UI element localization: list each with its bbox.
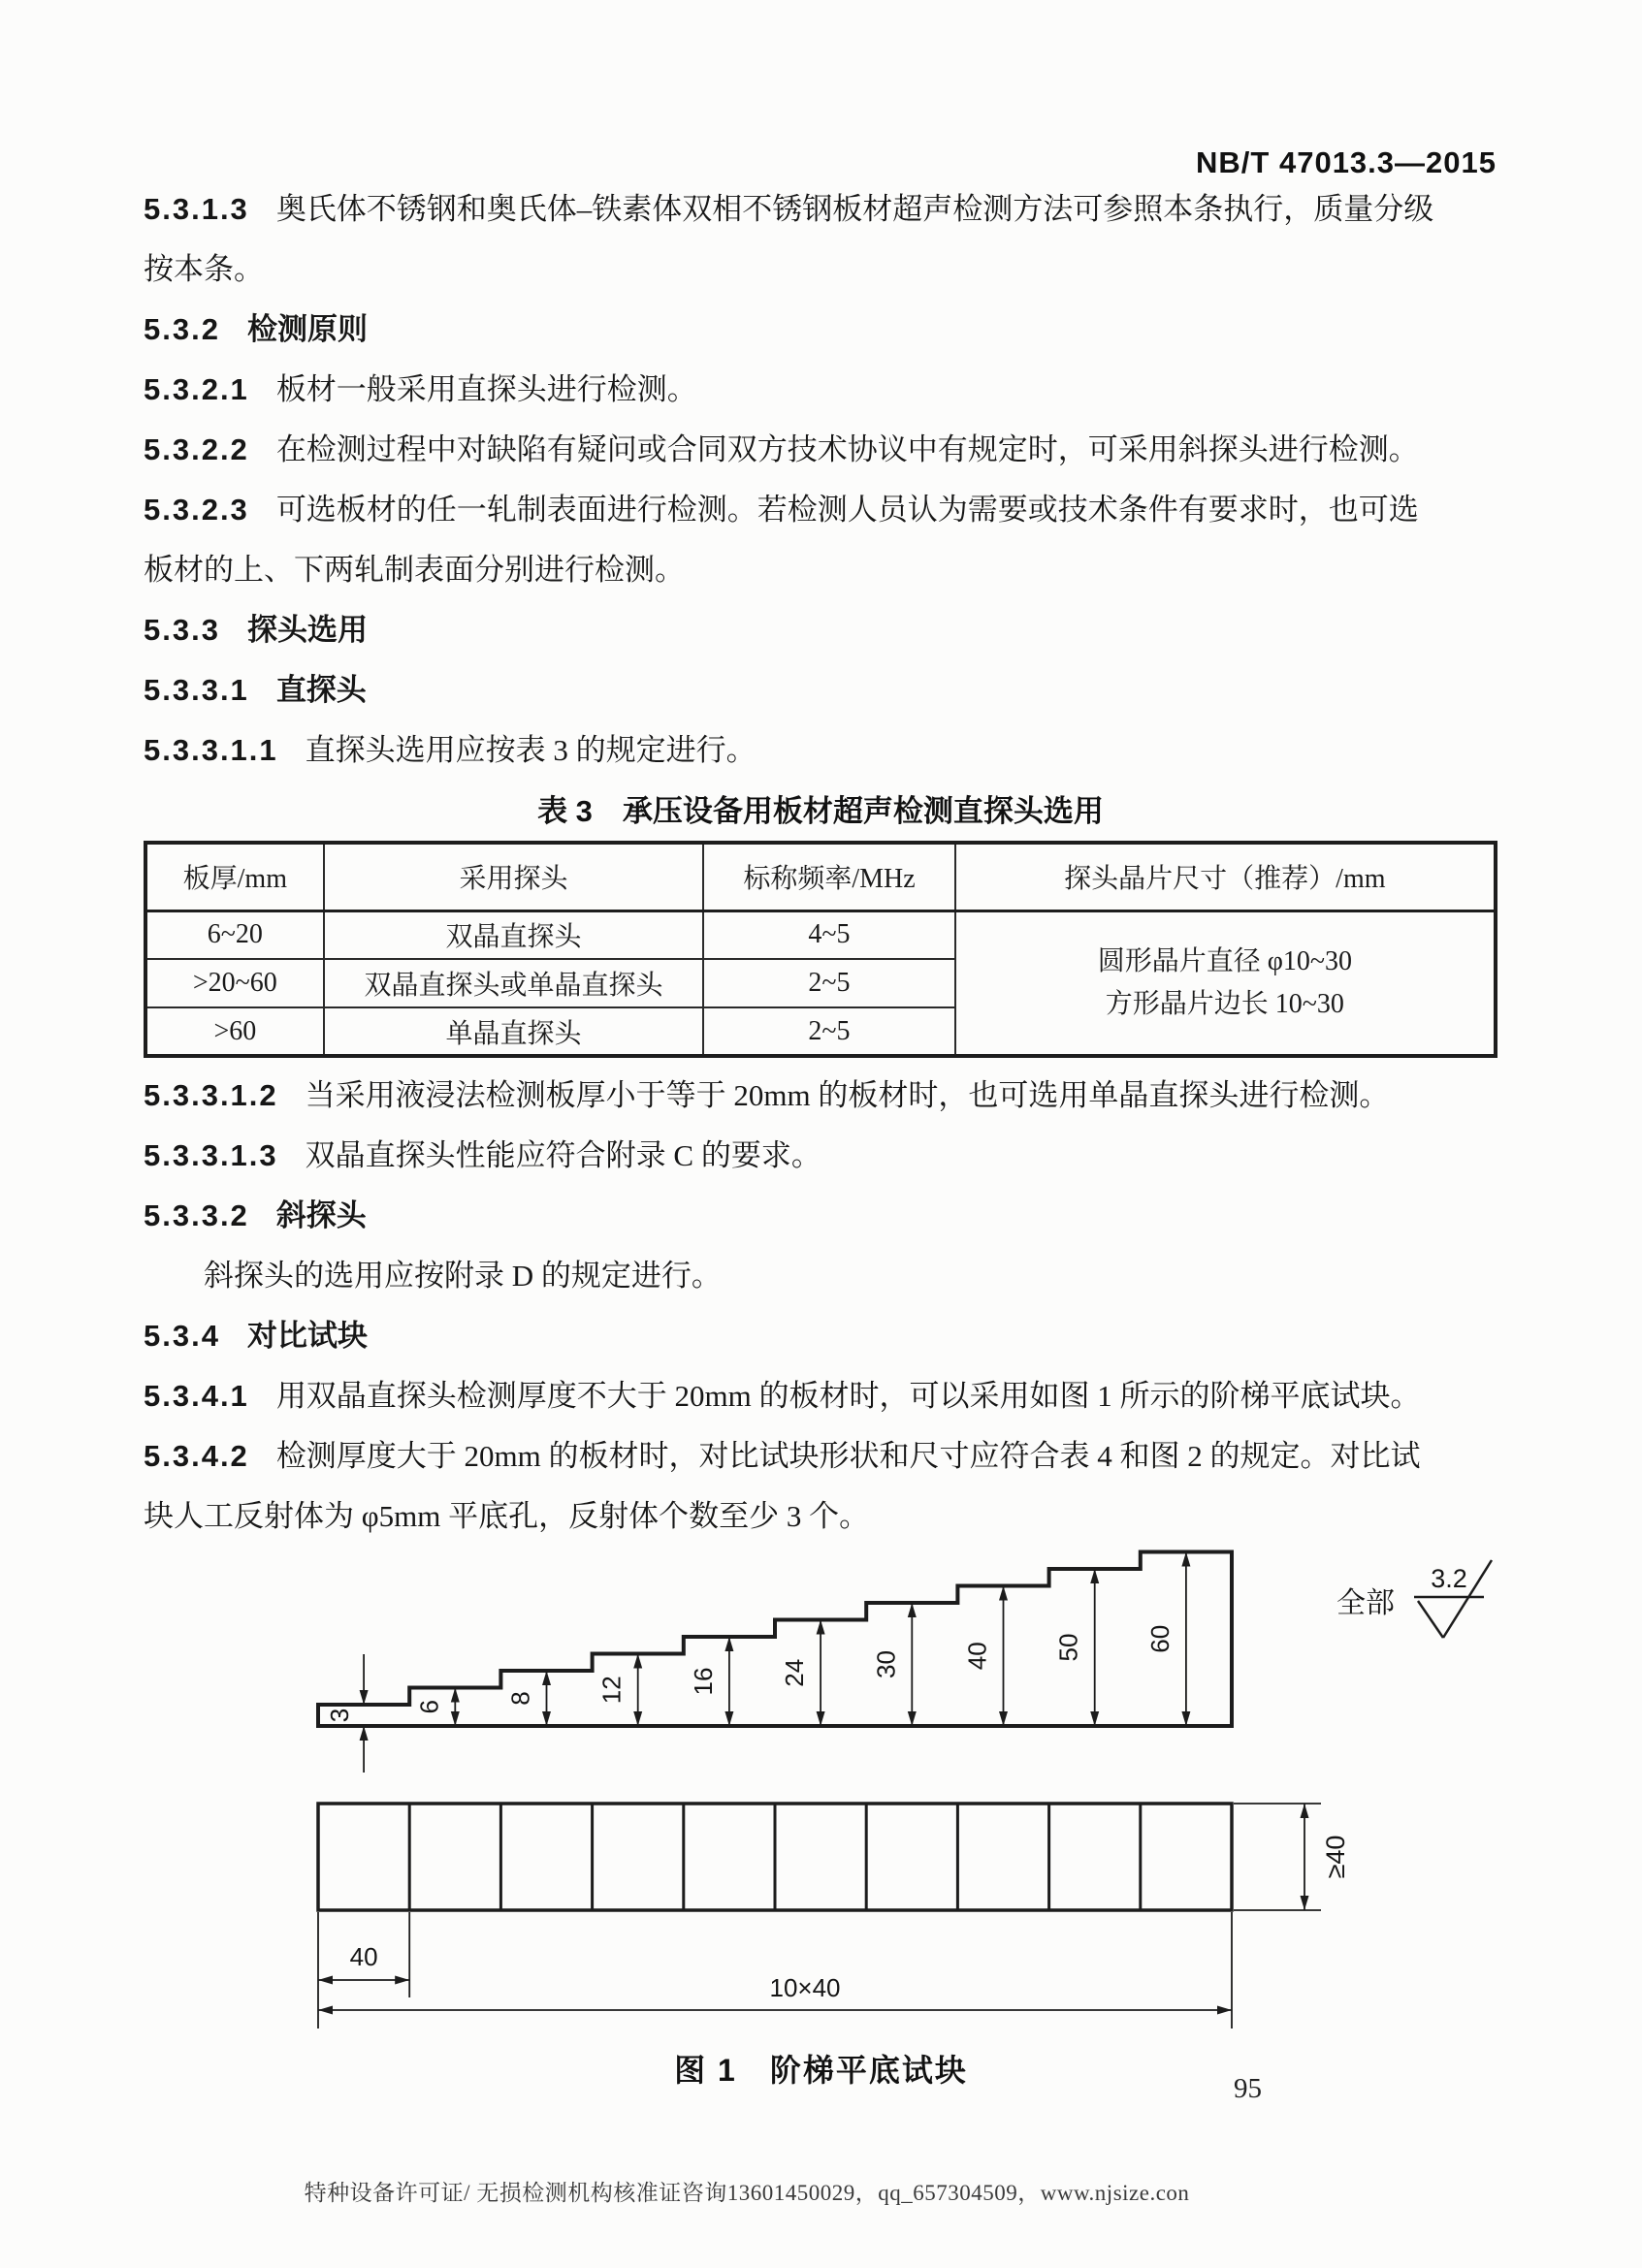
dimension-arrowhead [1090,1711,1099,1726]
clause-number: 5.3.4.1 [144,1379,249,1413]
dimension-arrowhead [542,1671,551,1685]
text-line [144,240,1497,300]
line-text: 检测厚度大于 20mm 的板材时，对比试块形状和尺寸应符合表 4 和图 2 的规定。对比试 [275,1439,1421,1473]
table-cell: 双晶直探头或单晶直探头 [324,959,704,1007]
dimension-label: 40 [962,1642,992,1671]
clause-number: 5.3.3 [144,613,220,647]
text-block-top [144,179,1497,781]
dimension-arrowhead [1301,1896,1309,1910]
clause-number: 5.3.3.2 [144,1198,249,1232]
line-text: 对比试块 [246,1319,368,1353]
standard-code-header: NB/T 47013.3—2015 [1196,145,1497,179]
surface-finish-label: 全部 [1336,1587,1395,1619]
line-text: 块人工反射体为 φ5mm 平底孔，反射体个数至少 3 个。 [144,1499,870,1533]
dimension-arrowhead [999,1586,1008,1601]
clause-number: 5.3.4.2 [144,1439,249,1473]
footer-note: 特种设备许可证/ 无损检测机构核准证咨询13601450029，qq_657304509，www.njsize.con [304,2181,1190,2205]
text-block-bottom [144,1066,1497,1547]
line-text: 检测原则 [246,312,368,346]
clause-number: 5.3.3.1.3 [144,1138,278,1172]
probe-selection-table [144,841,1497,1058]
text-line [144,720,1497,781]
line-text: 斜探头的选用应按附录 D 的规定进行。 [204,1259,722,1293]
dimension-label: 6 [414,1700,444,1714]
dimension-arrowhead [318,1976,333,1985]
col-header-probe: 采用探头 [324,843,704,910]
line-text: 可选板材的任一轧制表面进行检测。若检测人员认为需要或技术条件有要求时，也可选 [275,493,1419,527]
dimension-arrowhead [817,1711,825,1726]
chip-note-line: 圆形晶片直径 φ10~30 [1097,945,1352,976]
line-text: 板材一般采用直探头进行检测。 [275,372,697,406]
text-line [144,600,1497,660]
clause-number: 5.3.2.1 [144,372,249,406]
dimension-label: 50 [1053,1633,1083,1662]
text-line [144,540,1497,600]
clause-number: 5.3.4 [144,1319,220,1353]
table-cell: 6~20 [145,910,324,959]
col-header-thickness: 板厚/mm [145,843,324,910]
text-line [144,1066,1497,1126]
clause-number: 5.3.2.2 [144,432,249,466]
step-block-figure-svg [0,1547,1642,2031]
dimension-arrowhead [724,1637,733,1651]
clause-number: 5.3.3.1.2 [144,1078,278,1112]
figure-caption: 图 1 阶梯平底试块 [674,2053,968,2088]
text-line [144,1246,1497,1306]
dimension-arrowhead [1217,2006,1232,2015]
dimension-label: 8 [505,1691,535,1706]
text-line [144,660,1497,720]
table-cell: 双晶直探头 [324,910,704,959]
dimension-arrowhead [1181,1711,1190,1726]
text-line [144,300,1497,360]
chip-note-line: 方形晶片边长 10~30 [1105,988,1344,1019]
dimension-arrowhead [1090,1569,1099,1583]
line-text: 奥氏体不锈钢和奥氏体–铁素体双相不锈钢板材超声检测方法可参照本条执行，质量分级 [275,192,1434,226]
table-cell: 2~5 [703,959,954,1007]
dimension-arrowhead [451,1688,460,1703]
dimension-arrowhead [633,1711,642,1726]
dimension-arrowhead [360,1726,369,1741]
line-text: 当采用液浸法检测板厚小于等于 20mm 的板材时，也可选用单晶直探头进行检测。 [305,1078,1390,1112]
table-cell: 2~5 [703,1007,954,1056]
clause-number: 5.3.2.3 [144,493,249,527]
dimension-label: 16 [688,1667,718,1696]
line-text: 探头选用 [246,613,368,647]
table-header-row [145,843,1496,910]
clause-number: 5.3.3.1.1 [144,733,278,767]
text-line [144,1126,1497,1186]
table-cell: 4~5 [703,910,954,959]
line-text: 在检测过程中对缺陷有疑问或合同双方技术协议中有规定时，可采用斜探头进行检测。 [275,432,1419,466]
dimension-arrowhead [451,1711,460,1726]
line-text: 板材的上、下两轧制表面分别进行检测。 [144,553,685,587]
line-text: 按本条。 [144,252,264,286]
col-header-chip-size: 探头晶片尺寸（推荐）/mm [955,843,1496,910]
clause-number: 5.3.1.3 [144,192,249,226]
dimension-arrowhead [318,2006,333,2015]
dimension-arrowhead [1301,1804,1309,1818]
table-title: 表 3 承压设备用板材超声检测直探头选用 [537,794,1104,828]
table-row [145,910,1496,959]
dimension-arrowhead [1181,1552,1190,1567]
dimension-arrowhead [908,1711,917,1726]
figure-1 [0,1547,1497,2036]
line-text: 双晶直探头性能应符合附录 C 的要求。 [305,1138,821,1172]
text-line [144,1366,1497,1426]
dimension-label: 30 [871,1650,901,1678]
text-line [144,1486,1497,1547]
dimension-label: 40 [349,1942,378,1971]
surface-finish-symbol [1418,1601,1443,1638]
dimension-label: 3 [325,1708,355,1723]
dimension-arrowhead [542,1711,551,1726]
dimension-label: 60 [1144,1624,1175,1653]
dimension-label: 24 [780,1658,810,1687]
table-cell: >20~60 [145,959,324,1007]
text-line [144,1186,1497,1246]
text-line [144,179,1497,240]
table-cell-chip-note [955,910,1496,1056]
dimension-label: ≥40 [1321,1835,1350,1879]
clause-number: 5.3.2 [144,312,220,346]
line-text: 斜探头 [275,1198,367,1232]
dimension-arrowhead [724,1711,733,1726]
dimension-label: 12 [596,1676,627,1705]
dimension-arrowhead [395,1976,409,1985]
surface-roughness-value: 3.2 [1431,1564,1467,1593]
line-text: 直探头 [275,673,367,707]
table-cell: >60 [145,1007,324,1056]
dimension-arrowhead [908,1603,917,1617]
text-line [144,480,1497,540]
line-text: 直探头选用应按表 3 的规定进行。 [305,733,757,767]
text-line [144,1426,1497,1486]
dimension-arrowhead [633,1654,642,1669]
dimension-label: 10×40 [769,1973,841,2002]
page-number: 95 [1234,2073,1262,2104]
dimension-arrowhead [360,1690,369,1705]
table-cell: 单晶直探头 [324,1007,704,1056]
dimension-arrowhead [999,1711,1008,1726]
text-line [144,360,1497,420]
body-column [144,179,1497,2036]
text-line [144,420,1497,480]
text-line [144,1306,1497,1366]
line-text: 用双晶直探头检测厚度不大于 20mm 的板材时，可以采用如图 1 所示的阶梯平底试块。 [275,1379,1421,1413]
col-header-frequency: 标称频率/MHz [703,843,954,910]
clause-number: 5.3.3.1 [144,673,249,707]
dimension-arrowhead [817,1620,825,1635]
